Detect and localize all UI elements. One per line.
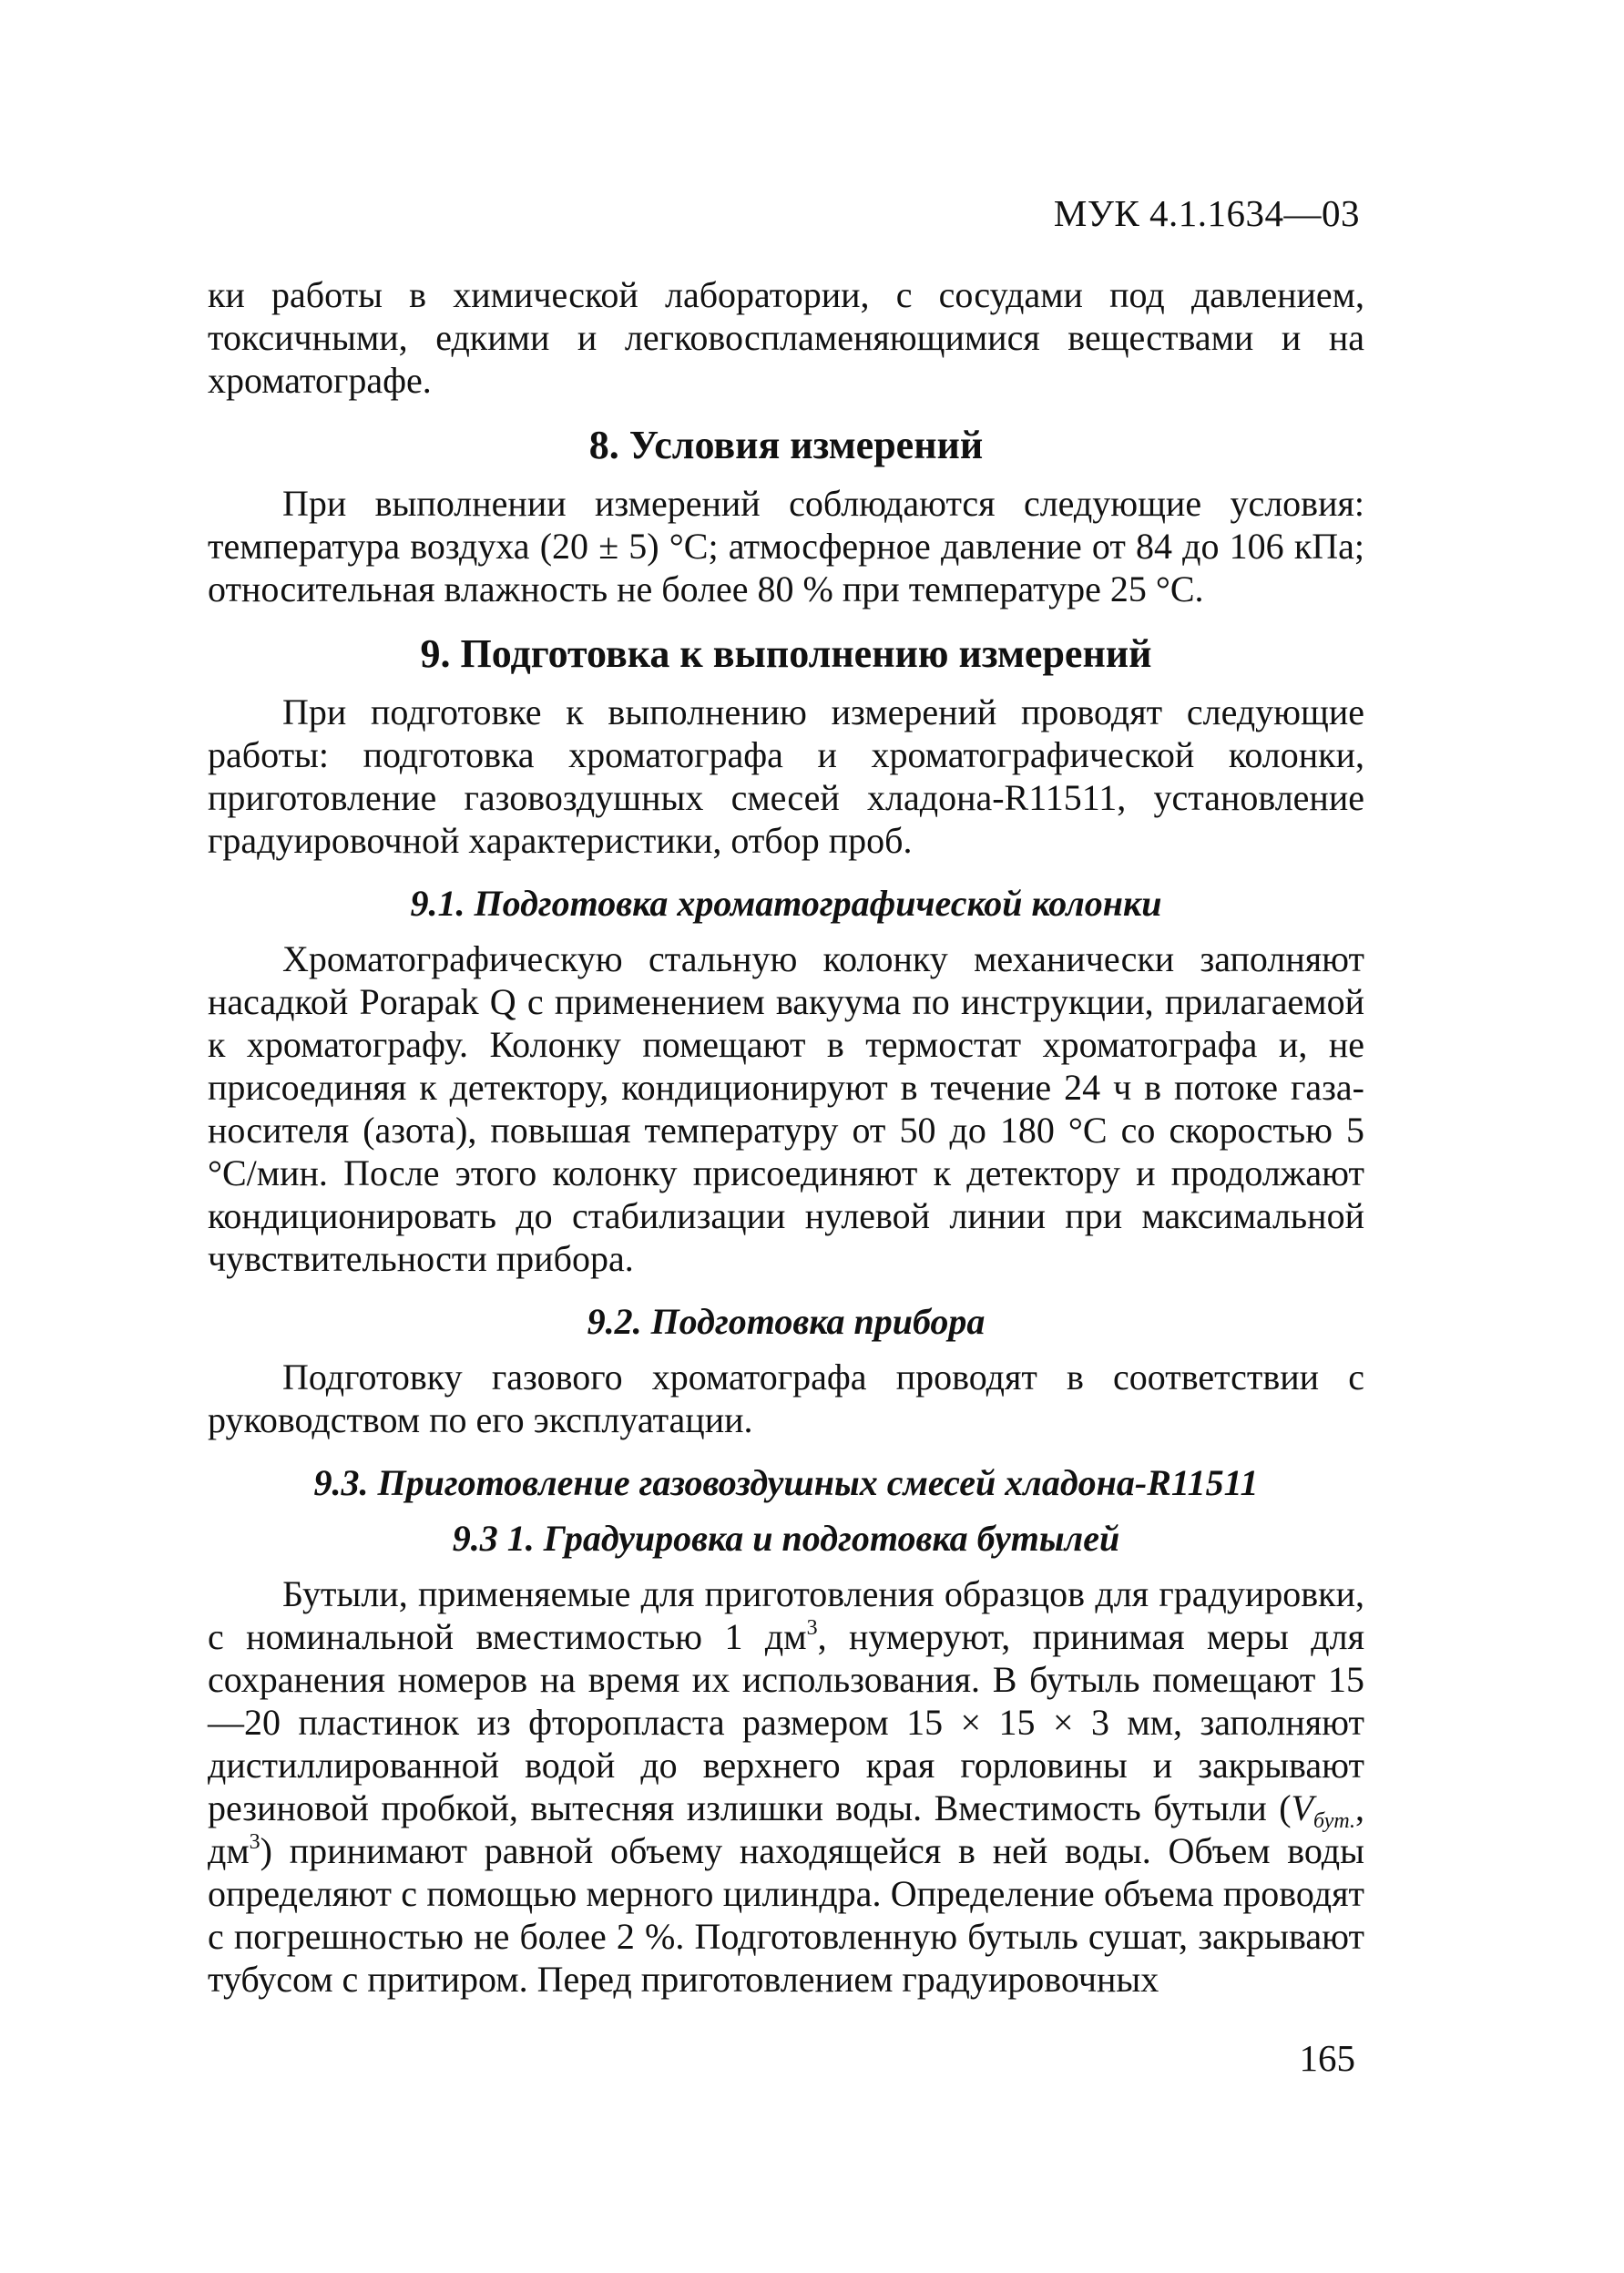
section-9-3-1-paragraph	[208, 1572, 1364, 2001]
volume-variable-subscript: бут.	[1312, 1809, 1355, 1833]
section-9-1-title: 9.1. Подготовка хроматографической колонки	[410, 883, 1162, 924]
section-9-3-1-title: 9.3 1. Градуировка и подготовка бутылей	[452, 1518, 1120, 1559]
superscript-unit: 3	[806, 1616, 818, 1640]
paragraph-text-part-1: Бутыли, применяемые для приготовления образцов для градуировки, с номинальной вместимостью 1 дм	[208, 1573, 1364, 1657]
section-9-paragraph: При подготовке к выполнению измерений проводят следующие работы: подготовка хроматографа и хроматографической колонки, приготовление газовоздушных смесей хладона-R11511, установление градуировочной характеристики, отбор проб.	[208, 691, 1364, 861]
paragraph-text-part-2: , нумеруют, принимая меры для сохранения номеров на время их использования. В бутыль помещают 15—20 пластинок из фторопласта размером 15 × 15 × 3 мм, заполняют дистиллированной водой до верхнего края горловины и закрывают резиновой пробкой, вытесняя излишки воды. Вместимость бутыли (	[208, 1616, 1364, 1828]
section-9-2-title: 9.2. Подготовка прибора	[587, 1301, 986, 1342]
section-9-3-title: 9.3. Приготовление газовоздушных смесей хладона-R11511	[313, 1462, 1259, 1503]
paragraph-text-part-3: , дм	[208, 1787, 1364, 1871]
superscript-unit-2: 3	[249, 1830, 260, 1854]
page-number: 165	[1299, 2037, 1355, 2079]
volume-variable: V	[1291, 1787, 1313, 1828]
section-9-1-paragraph: Хроматографическую стальную колонку механически заполняют насадкой Porapak Q с применением вакуума по инструкции, прилагаемой к хроматографу. Колонку помещают в термостат хроматографа и, не присоединяя к детектору, кондиционируют в течение 24 ч в потоке газа-носителя (азота), повышая температуру от 50 до 180 °С со скоростью 5 °С/мин. После этого колонку присоединяют к детектору и продолжают кондиционировать до стабилизации нулевой линии при максимальной чувствительности прибора.	[208, 938, 1364, 1279]
document-body	[208, 273, 1364, 2001]
document-code: МУК 4.1.1634—03	[1053, 192, 1360, 234]
section-8-paragraph: При выполнении измерений соблюдаются следующие условия: температура воздуха (20 ± 5) °С; атмосферное давление от 84 до 106 кПа; относительная влажность не более 80 % при температуре 25 °С.	[208, 483, 1364, 609]
paragraph-text-part-4: ) принимают равной объему находящейся в ней воды. Объем воды определяют с помощью мерного цилиндра. Определение объема проводят с погрешностью не более 2 %. Подготовленную бутыль сушат, закрывают тубусом с притиром. Перед приготовлением градуировочных	[208, 1830, 1364, 2000]
section-9-title: 9. Подготовка к выполнению измерений	[420, 631, 1152, 676]
intro-paragraph: ки работы в химической лаборатории, с сосудами под давлением, токсичными, едкими и легковоспламеняющимися веществами и на хроматографе.	[208, 274, 1364, 401]
section-9-2-paragraph: Подготовку газового хроматографа проводят в соответствии с руководством по его эксплуатации.	[208, 1357, 1364, 1440]
section-8-title: 8. Условия измерений	[588, 423, 984, 467]
